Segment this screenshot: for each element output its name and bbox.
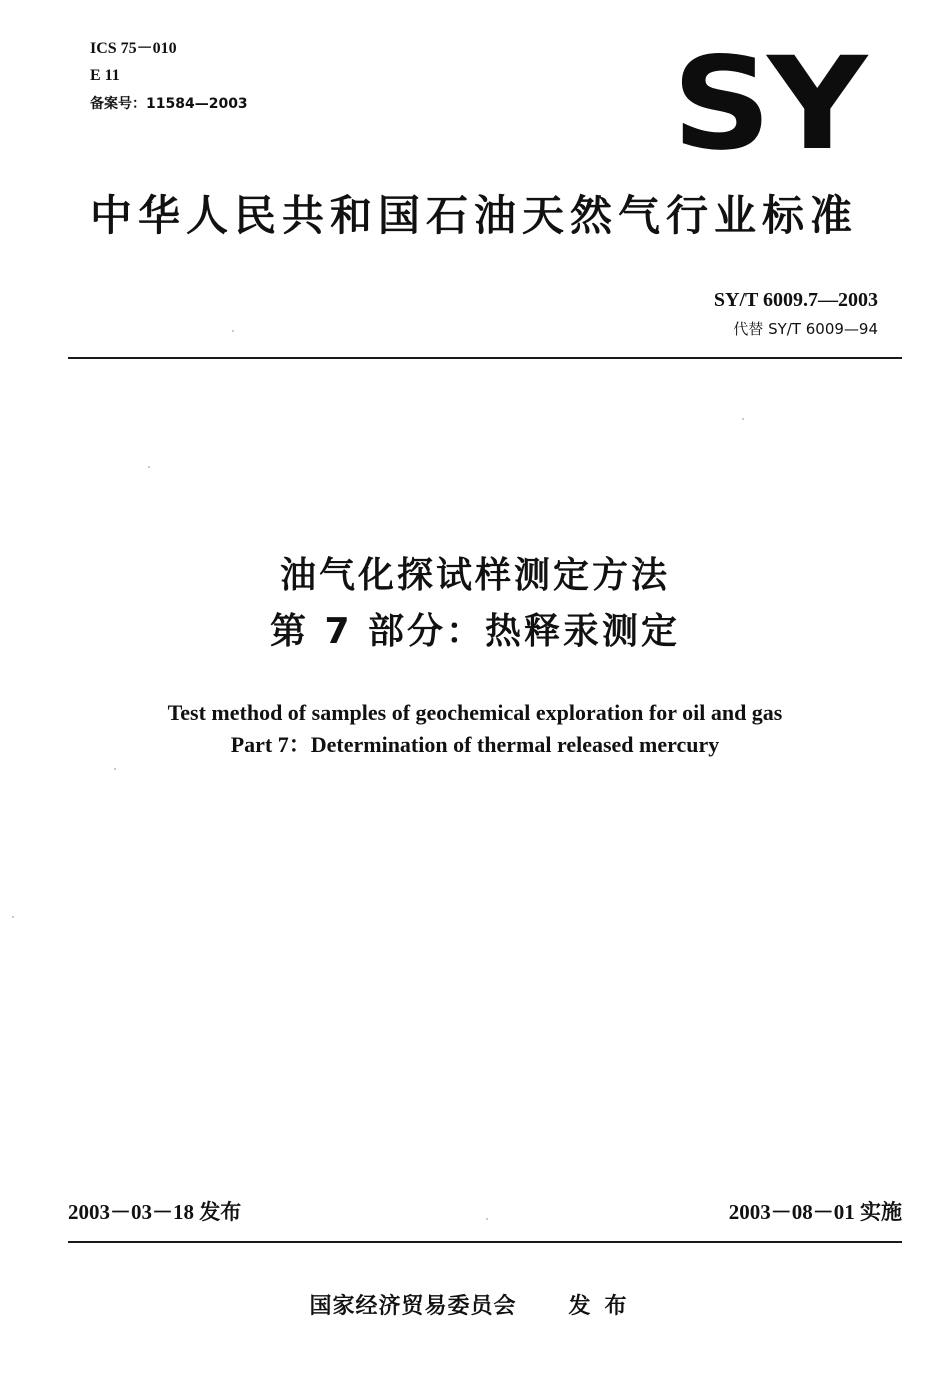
implementation-date: 2003－08－01 实施 xyxy=(728,1200,902,1224)
bottom-divider xyxy=(68,1241,902,1243)
scan-speck xyxy=(114,768,116,770)
ics-code: ICS 75－010 xyxy=(90,40,177,57)
classification-code: E 11 xyxy=(90,67,120,84)
title-cn-line-1: 油气化探试样测定方法 xyxy=(279,555,670,596)
scan-speck xyxy=(742,418,744,420)
title-en-line-2: Part 7：Determination of thermal released mercury xyxy=(230,732,720,757)
standard-number: SY/T 6009.7—2003 xyxy=(713,289,878,311)
scan-speck xyxy=(12,916,14,918)
sy-logo: SY xyxy=(672,30,864,179)
record-number: 备案号：11584—2003 xyxy=(90,96,248,112)
replaces-standard: 代替 SY/T 6009—94 xyxy=(733,320,878,338)
title-cn-line-2: 第 7 部分：热释汞测定 xyxy=(269,611,681,652)
issuer-action: 发布 xyxy=(568,1294,641,1319)
issuer-line xyxy=(0,1290,950,1324)
issuer-organization: 国家经济贸易委员会 xyxy=(309,1294,517,1319)
title-en-line-1: Test method of samples of geochemical exploration for oil and gas xyxy=(167,700,783,725)
industry-standard-title: 中华人民共和国石油天然气行业标准 xyxy=(90,191,859,240)
scan-speck xyxy=(148,466,150,468)
top-divider xyxy=(68,357,902,359)
issue-date: 2003－03－18 发布 xyxy=(68,1200,242,1224)
scan-speck xyxy=(486,1218,488,1220)
scan-speck xyxy=(232,330,234,332)
